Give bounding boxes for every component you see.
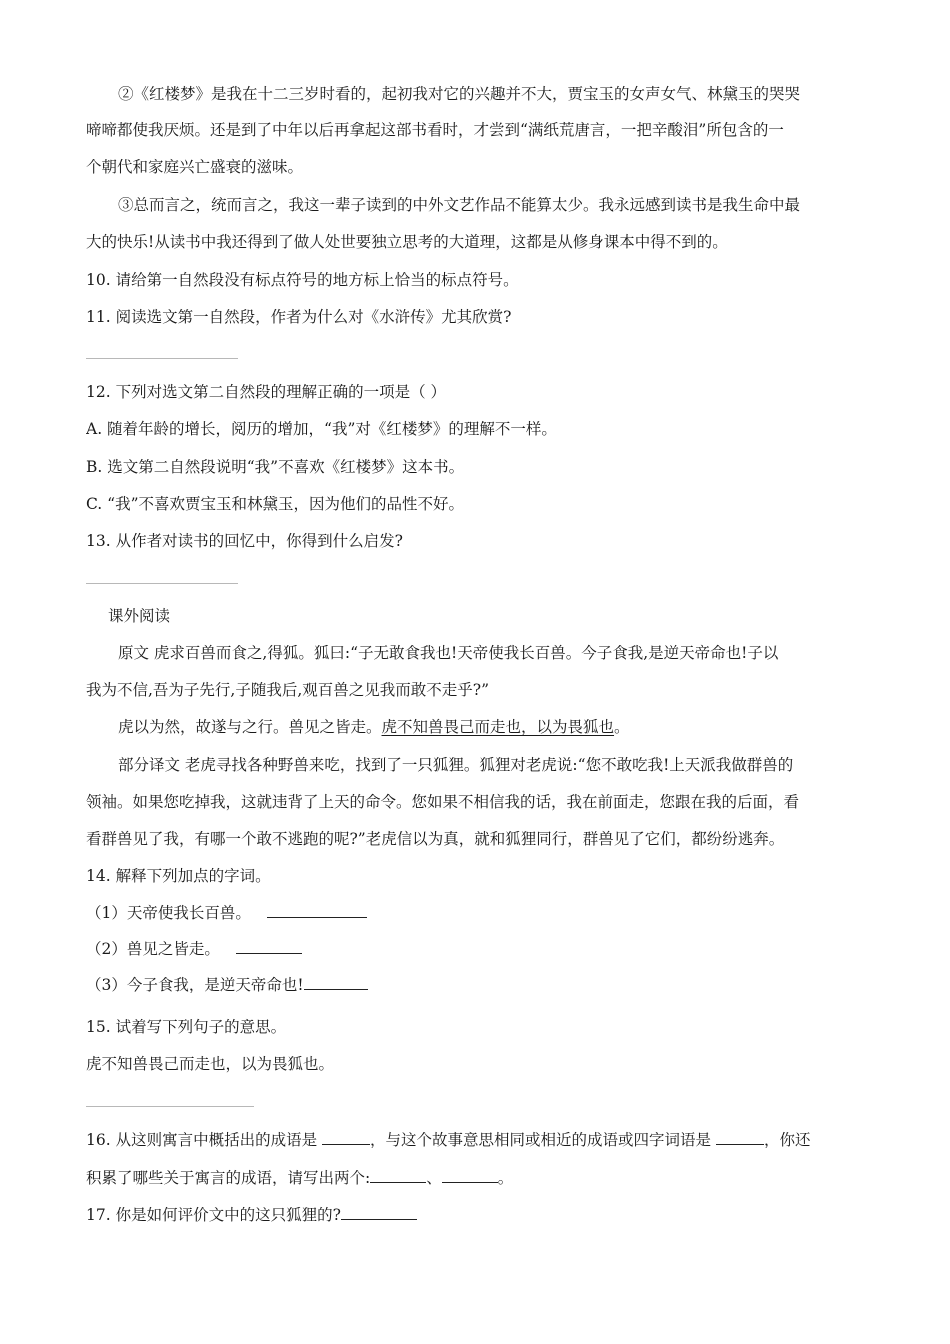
q16-text-f: 。 (497, 1169, 514, 1186)
passage-p3-line1: ③总而言之，统而言之，我这一辈子读到的中外文艺作品不能算太少。我永远感到读书是我生命中最 (118, 196, 801, 214)
original-line3 (118, 717, 870, 737)
question-14-item3 (86, 973, 870, 993)
question-13: 13. 从作者对读书的回忆中，你得到什么启发? (86, 532, 403, 550)
dotted-char-3: 逆 (219, 976, 236, 993)
question-11: 11. 阅读选文第一自然段，作者为什么对《水浒传》尤其欣赏? (86, 308, 512, 326)
question-12-stem: 12. 下列对选文第二自然段的理解正确的一项是（ ） (86, 383, 447, 401)
answer-blank-16-2[interactable] (716, 1128, 764, 1145)
answer-blank-16-3[interactable] (370, 1166, 426, 1183)
option-b[interactable]: B. 选文第二自然段说明“我”不喜欢《红楼梦》这本书。 (86, 458, 465, 476)
answer-blank-17[interactable] (341, 1203, 417, 1220)
dotted-char-2: 走 (188, 940, 205, 957)
q17-text: 17. 你是如何评价文中的这只狐狸的? (86, 1206, 341, 1223)
translation-line2: 领袖。如果您吃掉我，这就违背了上天的命令。您如果不相信我的话，我在前面走，您跟在我的后面，看 (86, 793, 800, 811)
question-16-line2 (86, 1166, 870, 1186)
item2-text: （2）兽见之皆 (86, 940, 189, 957)
passage-p3-line2: 大的快乐!从读书中我还得到了做人处世要独立思考的大道理，这都是从修身课本中得不到的。 (86, 233, 728, 251)
question-17 (86, 1203, 870, 1223)
section-heading: 课外阅读 (108, 607, 171, 625)
item1-text-end: 百兽。 (204, 904, 251, 921)
q16-text-c: ，你还 (763, 1131, 811, 1148)
option-c[interactable]: C. “我”不喜欢贾宝玉和林黛玉，因为他们的品性不好。 (86, 495, 465, 513)
q16-text-d: 积累了哪些关于寓言的成语，请写出两个: (86, 1169, 371, 1186)
underlined-sentence: 虎不知兽畏己而走也，以为畏狐也 (381, 718, 615, 736)
passage-p2-line2: 啼啼都使我厌烦。还是到了中年以后再拿起这部书看时，才尝到“满纸荒唐言，一把辛酸泪”所包含的一 (86, 121, 784, 139)
answer-blank-16-4[interactable] (442, 1166, 498, 1183)
original-line3-plain: 虎以为然，故遂与之行。兽见之皆走。 (118, 718, 382, 736)
question-15-sentence: 虎不知兽畏己而走也，以为畏狐也。 (86, 1055, 335, 1073)
original-line2: 我为不信,吾为子先行,子随我后,观百兽之见我而敢不走乎?” (86, 681, 490, 699)
question-16-line1 (86, 1128, 870, 1148)
answer-blank-14-2[interactable] (236, 937, 302, 954)
original-line1: 原文 虎求百兽而食之,得狐。狐曰:“子无敢食我也!天帝使我长百兽。今子食我,是逆天帝命也!子以 (118, 644, 779, 662)
question-14-item1 (86, 901, 870, 921)
item2-text-end: 。 (204, 940, 220, 957)
translation-line1: 部分译文 老虎寻找各种野兽来吃，找到了一只狐狸。狐狸对老虎说:“您不敢吃我!上天派我做群兽的 (118, 756, 794, 774)
answer-blank-14-1[interactable] (267, 901, 367, 918)
question-10: 10. 请给第一自然段没有标点符号的地方标上恰当的标点符号。 (86, 271, 519, 289)
q16-text-b: ，与这个故事意思相同或相近的成语或四字词语是 (370, 1131, 716, 1148)
question-14-item2 (86, 937, 870, 957)
q16-text-e: 、 (426, 1169, 442, 1186)
answer-line-11[interactable] (86, 358, 238, 359)
q16-text-a: 16. 从这则寓言中概括出的成语是 (86, 1131, 323, 1148)
passage-p2-line3: 个朝代和家庭兴亡盛衰的滋味。 (86, 158, 304, 176)
dotted-char-1: 长 (188, 904, 205, 921)
item3-text-end: 天帝命也! (235, 976, 304, 993)
option-a[interactable]: A. 随着年龄的增长，阅历的增加，“我”对《红楼梦》的理解不一样。 (86, 420, 557, 438)
answer-line-15[interactable] (86, 1106, 254, 1107)
answer-line-13[interactable] (86, 583, 238, 584)
answer-blank-16-1[interactable] (322, 1128, 370, 1145)
question-15-stem: 15. 试着写下列句子的意思。 (86, 1018, 287, 1036)
item3-text: （3）今子食我，是 (86, 976, 220, 993)
passage-p2-line1: ②《红楼梦》是我在十二三岁时看的，起初我对它的兴趣并不大，贾宝玉的女声女气、林黛玉的哭哭 (118, 85, 801, 103)
answer-blank-14-3[interactable] (304, 973, 368, 990)
question-14-stem: 14. 解释下列加点的字词。 (86, 867, 271, 885)
item1-text: （1）天帝使我 (86, 904, 189, 921)
translation-line3: 看群兽见了我，有哪一个敢不逃跑的呢?”老虎信以为真，就和狐狸同行，群兽见了它们，都纷纷逃奔。 (86, 830, 785, 848)
original-line3-end: 。 (614, 718, 630, 736)
